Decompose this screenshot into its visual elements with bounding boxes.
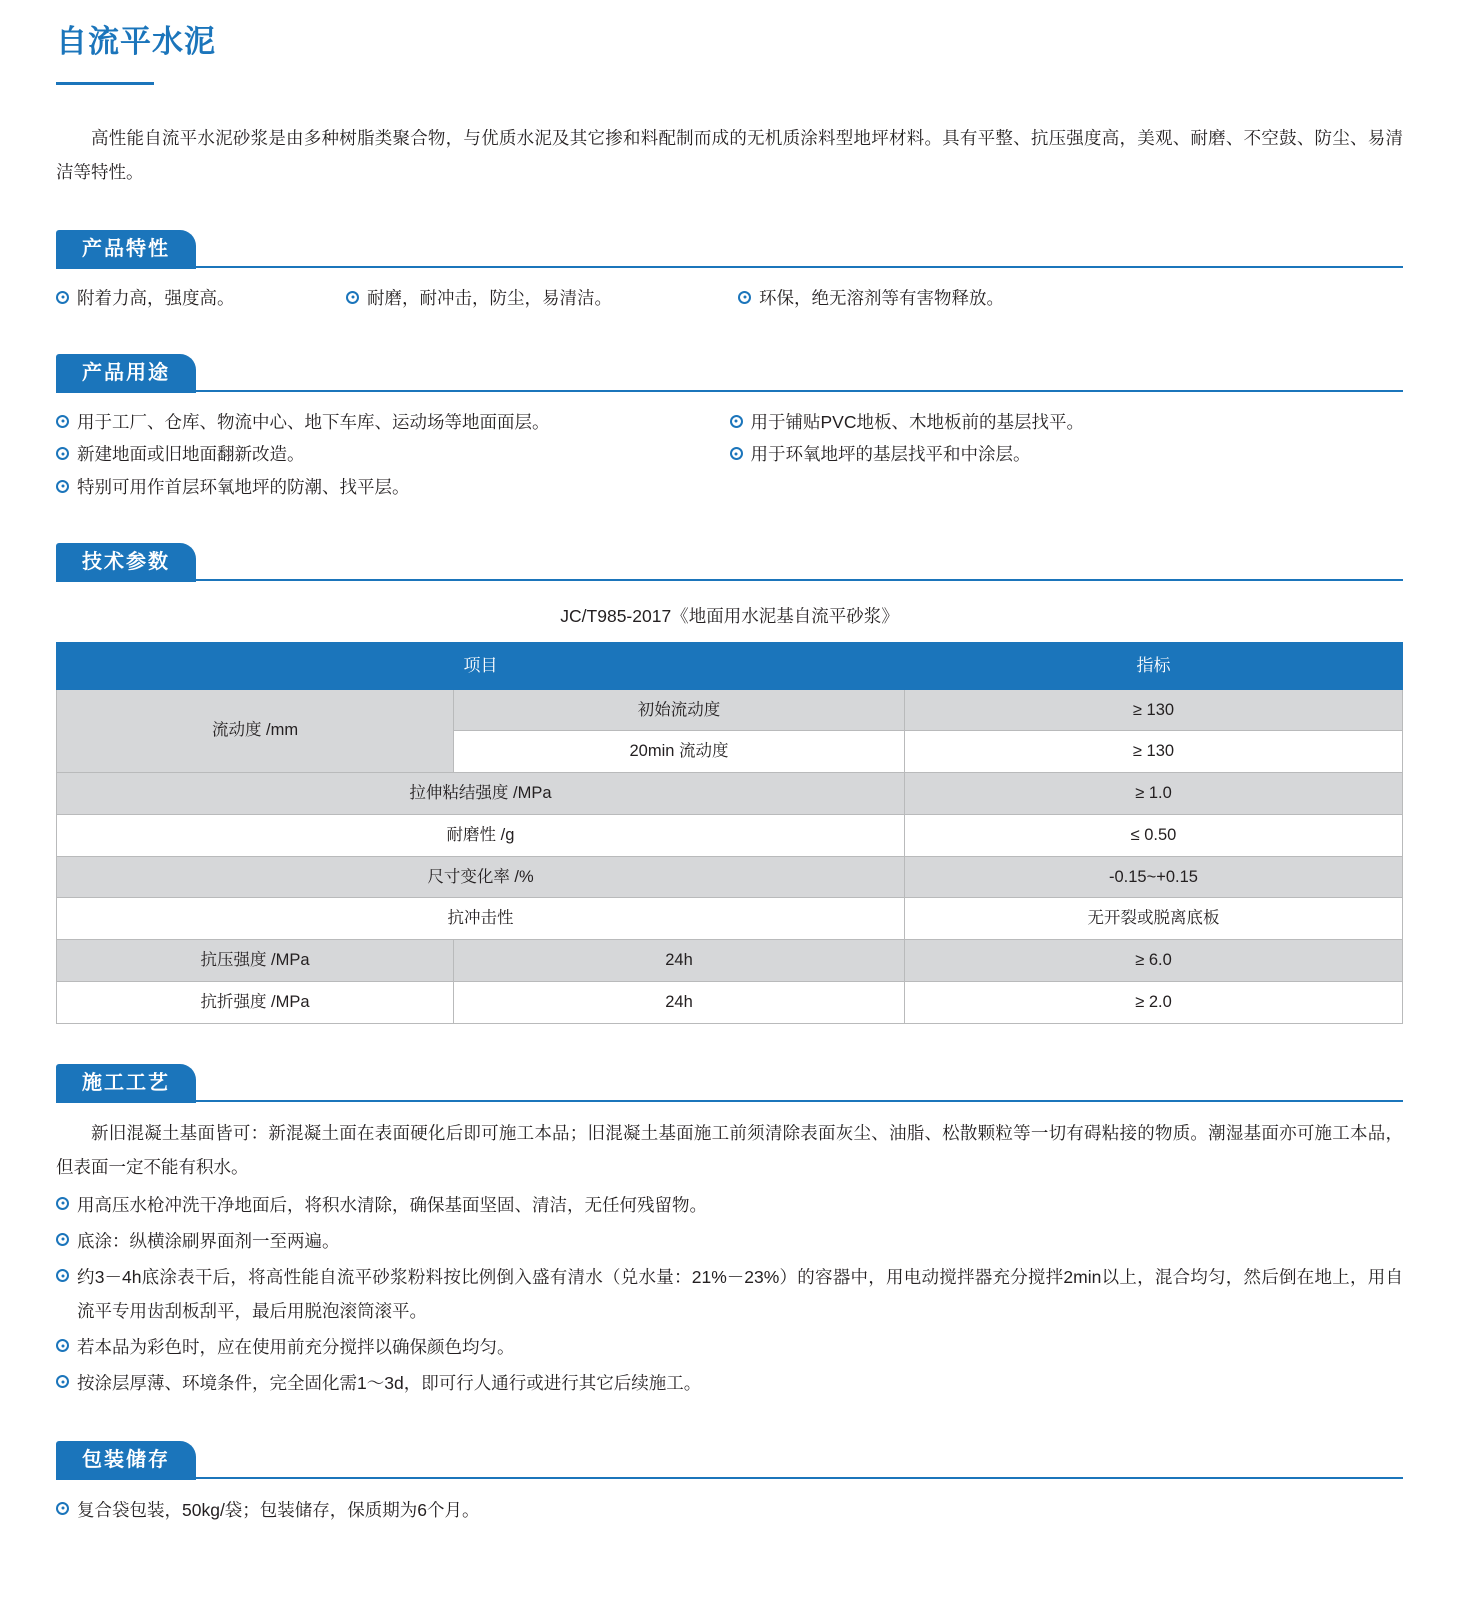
table-header-item: 项目 (57, 643, 905, 690)
intro-paragraph: 高性能自流平水泥砂浆是由多种树脂类聚合物，与优质水泥及其它掺和料配制而成的无机质涂料型地坪材料。具有平整、抗压强度高，美观、耐磨、不空鼓、防尘、易清洁等特性。 (56, 128, 1403, 183)
list-item (56, 471, 1403, 503)
section-rule (56, 1477, 1403, 1479)
section-tag-process: 施工工艺 (56, 1064, 196, 1103)
section-header-packaging (56, 1441, 1403, 1479)
row-value: ≥ 130 (904, 689, 1402, 731)
list-item (56, 1224, 1403, 1258)
section-header-tech (56, 543, 1403, 581)
table-header-index: 指标 (904, 643, 1402, 690)
row-name: 耐磨性 /g (57, 814, 905, 856)
row-sub: 24h (454, 940, 905, 982)
list-item (56, 282, 328, 314)
row-name: 抗折强度 /MPa (57, 981, 454, 1023)
section-rule (56, 579, 1403, 581)
table-row (57, 940, 1403, 982)
row-value: -0.15~+0.15 (904, 856, 1402, 898)
list-item (56, 1493, 1403, 1527)
list-item-label: 按涂层厚薄、环境条件，完全固化需1～3d，即可行人通行或进行其它后续施工。 (77, 1373, 702, 1394)
page-title: 自流平水泥 (56, 24, 216, 59)
row-sub: 24h (454, 981, 905, 1023)
section-header-features (56, 230, 1403, 268)
table-row (57, 898, 1403, 940)
row-name: 流动度 /mm (57, 689, 454, 773)
list-item (730, 438, 1404, 470)
row-value: 无开裂或脱离底板 (904, 898, 1402, 940)
features-list (56, 282, 1403, 314)
ring-bullet-icon (346, 291, 359, 304)
row-sub: 20min 流动度 (454, 731, 905, 773)
section-rule (56, 390, 1403, 392)
list-item-label: 用于铺贴PVC地板、木地板前的基层找平。 (750, 411, 1084, 432)
process-paragraph: 新旧混凝土基面皆可：新混凝土面在表面硬化后即可施工本品；旧混凝土基面施工前须清除表面灰尘、油脂、松散颗粒等一切有碍粘接的物质。潮湿基面亦可施工本品，但表面一定不能有积水。 (56, 1122, 1403, 1177)
uses-list (56, 406, 1403, 503)
list-item-label: 用于环氧地坪的基层找平和中涂层。 (750, 444, 1031, 465)
row-value: ≥ 6.0 (904, 940, 1402, 982)
list-item (730, 406, 1404, 438)
section-tag-packaging: 包装储存 (56, 1441, 196, 1480)
section-tag-uses: 产品用途 (56, 354, 196, 393)
ring-bullet-icon (56, 1375, 69, 1388)
list-item (56, 1366, 1403, 1400)
list-item-label: 特别可用作首层环氧地坪的防潮、找平层。 (77, 476, 410, 497)
ring-bullet-icon (730, 415, 743, 428)
ring-bullet-icon (56, 447, 69, 460)
section-uses (56, 354, 1403, 503)
section-tech (56, 543, 1403, 1024)
list-item-label: 环保，绝无溶剂等有害物释放。 (759, 287, 1004, 308)
list-item (346, 282, 720, 314)
tech-parameter-table (56, 642, 1403, 1024)
list-item-label: 用高压水枪冲洗干净地面后，将积水清除，确保基面坚固、清洁，无任何残留物。 (77, 1194, 707, 1215)
table-row (57, 773, 1403, 815)
list-item-label: 复合袋包装，50kg/袋；包装储存，保质期为6个月。 (77, 1499, 480, 1520)
section-header-process (56, 1064, 1403, 1102)
list-item (56, 1260, 1403, 1328)
row-value: ≥ 130 (904, 731, 1402, 773)
table-row (57, 856, 1403, 898)
row-value: ≥ 1.0 (904, 773, 1402, 815)
section-tag-features: 产品特性 (56, 230, 196, 269)
list-item-label: 附着力高，强度高。 (77, 287, 235, 308)
ring-bullet-icon (56, 1233, 69, 1246)
ring-bullet-icon (56, 1502, 69, 1515)
list-item (56, 438, 730, 470)
table-row (57, 981, 1403, 1023)
ring-bullet-icon (738, 291, 751, 304)
section-process (56, 1064, 1403, 1401)
list-item-label: 若本品为彩色时，应在使用前充分搅拌以确保颜色均匀。 (77, 1337, 515, 1358)
ring-bullet-icon (730, 447, 743, 460)
list-item-label: 约3－4h底涂表干后，将高性能自流平砂浆粉料按比例倒入盛有清水（兑水量：21%－23%）的容器中，用电动搅拌器充分搅拌2min以上，混合均匀，然后倒在地上，用自流平专用齿刮板刮平，最后用脱泡滚筒滚平。 (77, 1267, 1403, 1322)
standard-reference: JC/T985-2017《地面用水泥基自流平砂浆》 (560, 606, 899, 627)
list-item (56, 1188, 1403, 1222)
packaging-list (56, 1493, 1403, 1527)
ring-bullet-icon (56, 291, 69, 304)
table-row (57, 689, 1403, 731)
list-item (56, 1330, 1403, 1364)
section-tag-tech: 技术参数 (56, 543, 196, 582)
row-name: 抗压强度 /MPa (57, 940, 454, 982)
section-rule (56, 266, 1403, 268)
features-row (56, 282, 1403, 314)
title-underline (56, 82, 154, 85)
section-header-uses (56, 354, 1403, 392)
ring-bullet-icon (56, 1197, 69, 1210)
list-item-label: 底涂：纵横涂刷界面剂一至两遍。 (77, 1230, 340, 1251)
list-item-label: 新建地面或旧地面翻新改造。 (77, 444, 305, 465)
row-value: ≥ 2.0 (904, 981, 1402, 1023)
row-name: 抗冲击性 (57, 898, 905, 940)
row-value: ≤ 0.50 (904, 814, 1402, 856)
table-header-row (57, 643, 1403, 690)
row-name: 尺寸变化率 /% (57, 856, 905, 898)
table-row (57, 814, 1403, 856)
section-features (56, 230, 1403, 314)
ring-bullet-icon (56, 1339, 69, 1352)
list-item (738, 282, 1004, 314)
ring-bullet-icon (56, 480, 69, 493)
list-item (56, 406, 730, 438)
list-item-label: 用于工厂、仓库、物流中心、地下车库、运动场等地面面层。 (77, 411, 550, 432)
list-item-label: 耐磨，耐冲击，防尘，易清洁。 (367, 287, 612, 308)
ring-bullet-icon (56, 415, 69, 428)
row-name: 拉伸粘结强度 /MPa (57, 773, 905, 815)
ring-bullet-icon (56, 1269, 69, 1282)
section-rule (56, 1100, 1403, 1102)
row-sub: 初始流动度 (454, 689, 905, 731)
section-packaging (56, 1441, 1403, 1527)
